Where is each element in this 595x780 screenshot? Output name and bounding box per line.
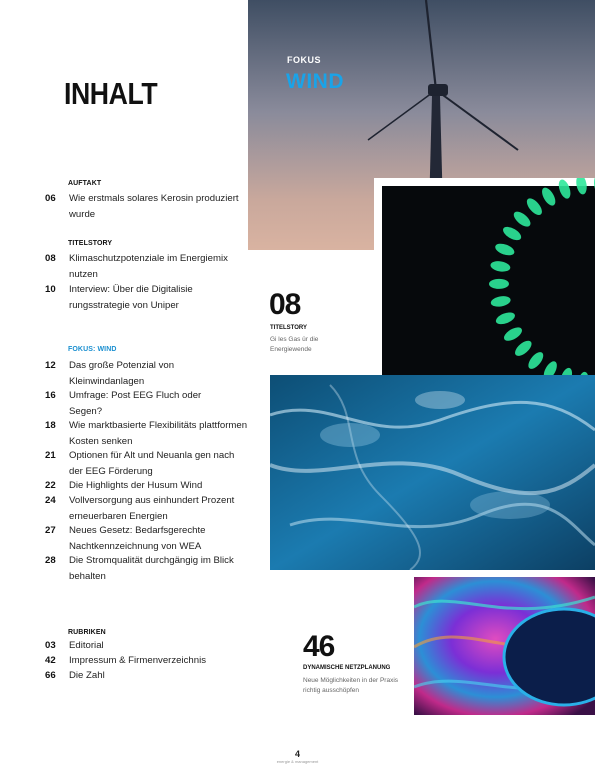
toc-page-number: 27 [45,525,56,536]
toc-page-number: 42 [45,655,56,666]
fokus-label: FOKUS [287,55,321,65]
fokus-wind-heading: WIND [286,70,344,93]
toc-entry-text: Impressum & Firmenverzeichnis [69,655,207,666]
toc-page-number: 18 [45,420,56,431]
toc-entry-text: Interview: Über die Digitalisie rungsstrategie von Uniper [69,284,193,311]
ocean-water-image [270,375,595,570]
feature-kicker: DYNAMISCHE NETZPLANUNG [303,665,391,671]
feature-kicker: TITELSTORY [270,325,308,331]
toc-entry-text: Wie erstmals solares Kerosin produziert wurde [69,193,239,220]
toc-page-number: 12 [45,360,56,371]
toc-page-number: 06 [45,193,56,204]
toc-entry-text: Das große Potenzial von Kleinwindanlagen [69,360,175,387]
toc-entry-text: Wie marktbasierte Flexibilitäts plattformen Kosten senken [69,420,248,447]
toc-page-number: 21 [45,450,56,461]
feature-subtitle: richtig ausschöpfen [303,687,360,694]
toc-entry-text: Die Stromqualität durchgängig im Blick behalten [69,555,234,582]
toc-entry-text: Vollversorgung aus einhundert Prozent erneuerbaren Energien [69,495,235,522]
feature-subtitle: Neue Möglichkeiten in der Praxis [303,677,399,684]
toc-page-number: 28 [45,555,56,566]
toc-page-number: 16 [45,390,56,401]
iridescent-sphere-image [414,577,595,715]
toc-entry-text: Editorial [69,640,104,651]
toc-entry-text: Optionen für Alt und Neuanla gen nach der EEG Förderung [69,450,235,477]
toc-entry-text: Die Highlights der Husum Wind [69,480,203,491]
toc-entry-text: Umfrage: Post EEG Fluch oder Segen? [69,390,202,417]
section-heading-rubriken: RUBRIKEN [68,629,106,636]
feature-subtitle: Gi les Gas ür die Energiewende [270,336,319,353]
section-heading-fokus-wind: FOKUS: WIND [68,346,117,353]
toc-page-number: 08 [45,253,56,264]
page-number: 4 [294,749,300,759]
toc-page-number: 10 [45,284,56,295]
toc-page-number: 03 [45,640,56,651]
page-title: INHALT [64,76,158,111]
section-heading-auftakt: AUFTAKT [68,180,102,187]
toc-entry-text: Neues Gesetz: Bedarfsgerechte Nachtkennzeichnung von WEA [69,525,206,552]
toc-page-number: 22 [45,480,56,491]
toc-page-number: 24 [45,495,56,506]
section-heading-titelstory: TITELSTORY [68,240,113,247]
feature-page-number: 46 [303,630,335,663]
toc-page-number: 66 [45,670,56,681]
publication-label: energie & management [276,759,319,764]
gas-flame-image [374,178,595,393]
toc-entry-text: Die Zahl [69,670,105,681]
feature-page-number: 08 [269,288,301,321]
toc-entry-text: Klimaschutzpotenziale im Energiemix nutzen [69,253,228,280]
